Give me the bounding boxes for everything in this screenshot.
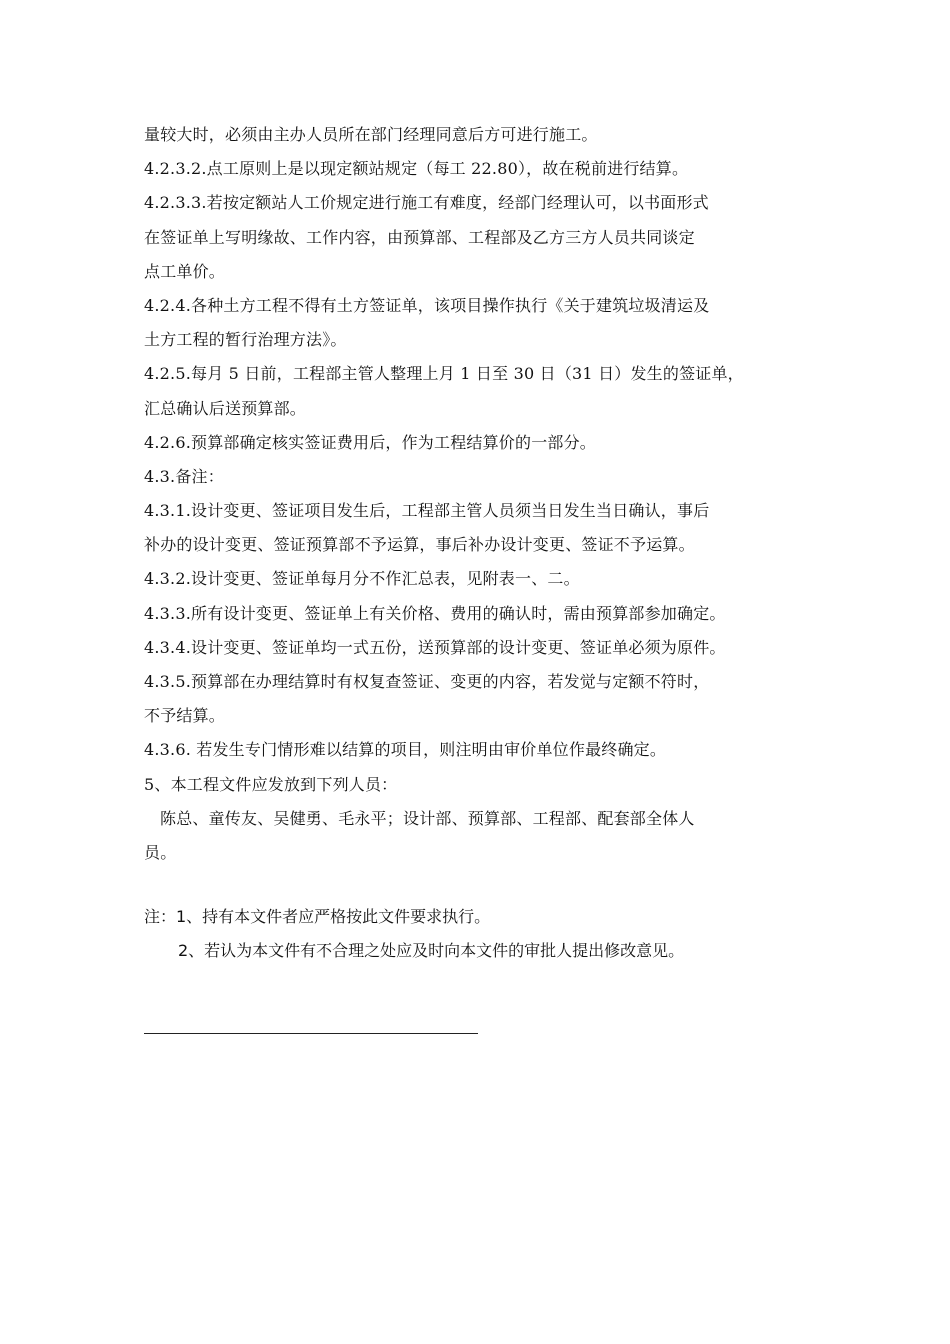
text-line: 量较大时，必须由主办人员所在部门经理同意后方可进行施工。 bbox=[144, 125, 598, 144]
clause-4-2-5: 4.2.5.每月 5 日前，工程部主管人整理上月 1 日至 30 日（31 日）发生的签证单， bbox=[144, 364, 744, 384]
clause-4-3-4: 4.3.4.设计变更、签证单均一式五份，送预算部的设计变更、签证单必须为原件。 bbox=[144, 637, 726, 657]
footer-divider bbox=[144, 1033, 478, 1034]
clause-4-3-2: 4.3.2.设计变更、签证单每月分不作汇总表，见附表一、二。 bbox=[144, 569, 580, 589]
text-line: 补办的设计变更、签证预算部不予运算，事后补办设计变更、签证不予运算。 bbox=[144, 535, 695, 555]
clause-4-3-3: 4.3.3.所有设计变更、签证单上有关价格、费用的确认时，需由预算部参加确定。 bbox=[144, 603, 726, 623]
text-line: 点工单价。 bbox=[144, 261, 226, 281]
clause-4-3-1: 4.3.1.设计变更、签证项目发生后，工程部主管人员须当日发生当日确认，事后 bbox=[144, 501, 710, 521]
text-line: 不予结算。 bbox=[144, 706, 226, 726]
note-line-1: 注：1、持有本文件者应严格按此文件要求执行。 bbox=[144, 907, 491, 927]
section-4-3-heading: 4.3.备注： bbox=[144, 466, 224, 486]
distribution-list: 陈总、童传友、吴健勇、毛永平；设计部、预算部、工程部、配套部全体人 bbox=[160, 808, 695, 828]
text-line: 在签证单上写明缘故、工作内容，由预算部、工程部及乙方三方人员共同谈定 bbox=[144, 227, 695, 247]
clause-4-3-6: 4.3.6. 若发生专门情形难以结算的项目，则注明由审价单位作最终确定。 bbox=[144, 740, 667, 760]
clause-4-2-3-3: 4.2.3.3.若按定额站人工价规定进行施工有难度，经部门经理认可，以书面形式 bbox=[144, 193, 709, 213]
spacer bbox=[144, 870, 824, 900]
clause-4-2-3-2: 4.2.3.2.点工原则上是以现定额站规定（每工 22.80），故在税前进行结算。 bbox=[144, 159, 689, 179]
clause-4-2-4: 4.2.4.各种土方工程不得有土方签证单，该项目操作执行《关于建筑垃圾清运及 bbox=[144, 295, 710, 315]
text-line: 土方工程的暂行治理方法》。 bbox=[144, 330, 347, 350]
text-line: 员。 bbox=[144, 842, 177, 862]
section-5-heading: 5、本工程文件应发放到下列人员： bbox=[144, 774, 398, 794]
document-body bbox=[144, 118, 824, 968]
note-line-2: 2、若认为本文件有不合理之处应及时向本文件的审批人提出修改意见。 bbox=[178, 941, 685, 961]
clause-4-2-6: 4.2.6.预算部确定核实签证费用后，作为工程结算价的一部分。 bbox=[144, 432, 596, 452]
clause-4-3-5: 4.3.5.预算部在办理结算时有权复查签证、变更的内容，若发觉与定额不符时， bbox=[144, 672, 710, 691]
text-line: 汇总确认后送预算部。 bbox=[144, 398, 307, 418]
